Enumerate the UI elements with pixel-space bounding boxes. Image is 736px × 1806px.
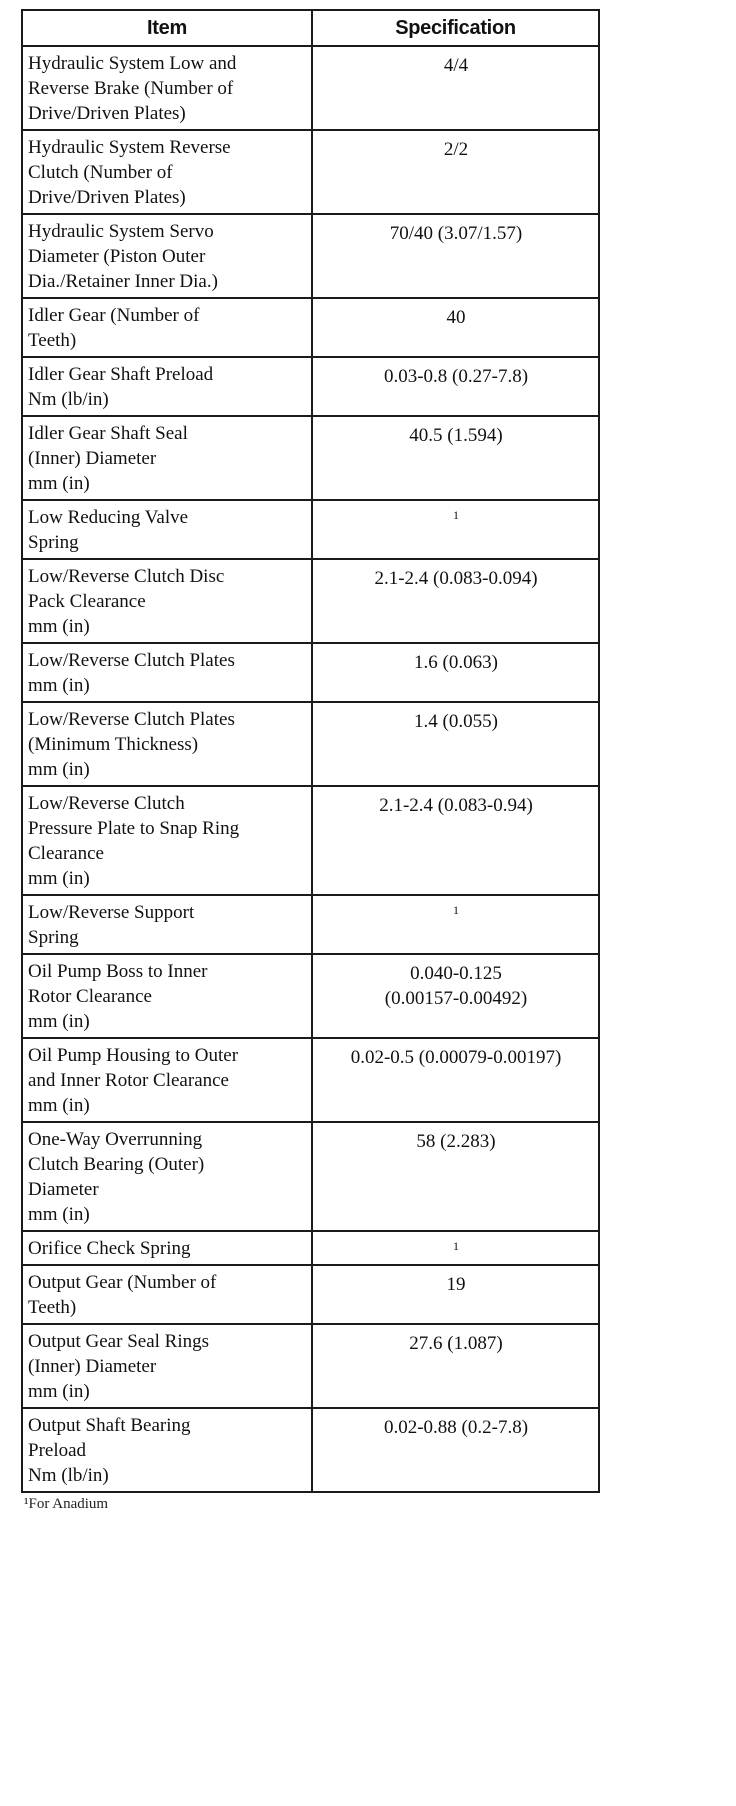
table-row — [22, 1038, 599, 1122]
item-cell: Low/Reverse Clutch Pressure Plate to Snap Ring Clearance mm (in) — [22, 786, 312, 895]
specification-cell: 0.02-0.88 (0.2-7.8) — [312, 1408, 599, 1492]
table-header-row — [22, 10, 599, 46]
footnote: ¹For Anadium — [24, 1496, 109, 1512]
table-row — [22, 130, 599, 214]
table-row — [22, 500, 599, 559]
item-cell: Hydraulic System Low and Reverse Brake (Number of Drive/Driven Plates) — [22, 46, 312, 130]
table-row — [22, 559, 599, 643]
table-row — [22, 214, 599, 298]
item-cell: Low Reducing Valve Spring — [22, 500, 312, 559]
specification-cell: 70/40 (3.07/1.57) — [312, 214, 599, 298]
item-cell: Oil Pump Boss to Inner Rotor Clearance mm (in) — [22, 954, 312, 1038]
table-row — [22, 1408, 599, 1492]
item-cell: Hydraulic System Reverse Clutch (Number of Drive/Driven Plates) — [22, 130, 312, 214]
table-row — [22, 1231, 599, 1265]
specification-cell: 1 — [312, 1231, 599, 1265]
specification-cell: 27.6 (1.087) — [312, 1324, 599, 1408]
spec-sheet — [21, 9, 598, 1513]
table-row — [22, 1122, 599, 1231]
column-header-item: Item — [22, 10, 312, 46]
item-cell: Low/Reverse Support Spring — [22, 895, 312, 954]
specification-cell: 1.4 (0.055) — [312, 702, 599, 786]
item-cell: Orifice Check Spring — [22, 1231, 312, 1265]
specification-cell: 1 — [312, 500, 599, 559]
specification-cell: 1 — [312, 895, 599, 954]
column-header-specification: Specification — [312, 10, 599, 46]
table-row — [22, 702, 599, 786]
item-cell: Idler Gear (Number of Teeth) — [22, 298, 312, 357]
specification-cell: 0.03-0.8 (0.27-7.8) — [312, 357, 599, 416]
table-body — [22, 46, 599, 1492]
specification-cell: 1.6 (0.063) — [312, 643, 599, 702]
item-cell: Low/Reverse Clutch Disc Pack Clearance mm (in) — [22, 559, 312, 643]
table-row — [22, 357, 599, 416]
specification-cell: 58 (2.283) — [312, 1122, 599, 1231]
table-row — [22, 46, 599, 130]
table-row — [22, 895, 599, 954]
item-cell: Idler Gear Shaft Preload Nm (lb/in) — [22, 357, 312, 416]
specification-table — [21, 9, 600, 1493]
item-cell: Oil Pump Housing to Outer and Inner Rotor Clearance mm (in) — [22, 1038, 312, 1122]
specification-cell: 4/4 — [312, 46, 599, 130]
item-cell: Output Gear Seal Rings (Inner) Diameter mm (in) — [22, 1324, 312, 1408]
table-row — [22, 298, 599, 357]
item-cell: Idler Gear Shaft Seal (Inner) Diameter mm (in) — [22, 416, 312, 500]
item-cell: Hydraulic System Servo Diameter (Piston Outer Dia./Retainer Inner Dia.) — [22, 214, 312, 298]
table-row — [22, 416, 599, 500]
table-row — [22, 643, 599, 702]
table-row — [22, 954, 599, 1038]
specification-cell: 19 — [312, 1265, 599, 1324]
specification-cell: 2.1-2.4 (0.083-0.094) — [312, 559, 599, 643]
item-cell: Low/Reverse Clutch Plates (Minimum Thickness) mm (in) — [22, 702, 312, 786]
table-row — [22, 1324, 599, 1408]
specification-cell: 40 — [312, 298, 599, 357]
item-cell: Output Shaft Bearing Preload Nm (lb/in) — [22, 1408, 312, 1492]
item-cell: Low/Reverse Clutch Plates mm (in) — [22, 643, 312, 702]
specification-cell: 40.5 (1.594) — [312, 416, 599, 500]
item-cell: Output Gear (Number of Teeth) — [22, 1265, 312, 1324]
specification-cell: 2/2 — [312, 130, 599, 214]
table-row — [22, 1265, 599, 1324]
table-row — [22, 786, 599, 895]
specification-cell: 0.040-0.125 (0.00157-0.00492) — [312, 954, 599, 1038]
specification-cell: 2.1-2.4 (0.083-0.94) — [312, 786, 599, 895]
specification-cell: 0.02-0.5 (0.00079-0.00197) — [312, 1038, 599, 1122]
item-cell: One-Way Overrunning Clutch Bearing (Outer) Diameter mm (in) — [22, 1122, 312, 1231]
